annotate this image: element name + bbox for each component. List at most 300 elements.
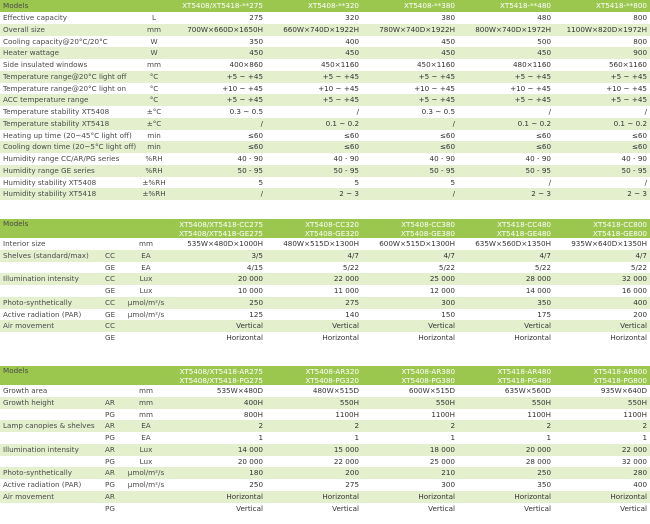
row-label: [0, 332, 102, 344]
row-series: GE: [105, 309, 116, 319]
row-unit: [122, 320, 170, 332]
row-label: Temperature range@20°C light off: [0, 71, 138, 83]
cell-value: 900: [554, 47, 650, 59]
row-unit: min: [138, 141, 170, 153]
header-model-line1: XT5408/XT5418-AR275: [179, 366, 264, 376]
spec-table-general: [0, 0, 650, 200]
header-model-names: [266, 366, 362, 385]
table-row: [0, 397, 650, 409]
cell-value: +5 ~ +45: [362, 71, 458, 83]
cell-value: ≤60: [266, 141, 362, 153]
row-unit: mm: [122, 397, 170, 409]
row-label: Active radiation (PAR): [3, 309, 82, 319]
cell-value: 0.1 ~ 0.2: [458, 118, 554, 130]
table-row: [0, 297, 650, 309]
cell-value: 660W×740D×1922H: [266, 24, 362, 36]
cell-value: +5 ~ +45: [170, 94, 266, 106]
cell-value: 2: [362, 420, 458, 432]
row-unit: %RH: [138, 165, 170, 177]
cell-value: ≤60: [535, 130, 552, 140]
cell-value: 350: [537, 480, 552, 489]
row-series: AR: [102, 444, 122, 456]
cell-value: Horizontal: [554, 491, 650, 503]
row-unit: mm: [138, 24, 170, 36]
cell-value: 800H: [243, 409, 264, 419]
table-row: [0, 188, 650, 200]
cell-value: 5/22: [438, 262, 456, 272]
cell-value: Horizontal: [458, 491, 554, 503]
cell-value: 600W×515D×1300H: [379, 239, 456, 248]
header-model-names: [170, 366, 266, 385]
cell-value: Horizontal: [266, 491, 362, 503]
cell-value: 5/22: [342, 262, 360, 272]
cell-value: 0.3 ~ 0.5: [421, 107, 456, 116]
cell-value: /: [362, 188, 458, 200]
header-model-line2: XT5408-PG380: [401, 375, 456, 385]
table-header-row: [0, 0, 650, 12]
table-row: [0, 238, 650, 250]
row-label: Temperature stability XT5408: [3, 107, 110, 116]
cell-value: 250: [249, 480, 264, 489]
cell-value: 40 - 90: [237, 154, 264, 163]
row-unit: EA: [122, 420, 170, 432]
row-label: Heating up time (20~45°C light off): [3, 130, 132, 140]
row-unit: Lux: [122, 444, 170, 456]
cell-value: 210: [362, 467, 458, 479]
table-row: [0, 420, 650, 432]
cell-value: ≤60: [458, 141, 554, 153]
table-row: [0, 141, 650, 153]
header-model-name: XT5418-**800: [554, 0, 650, 12]
table-row: [0, 456, 650, 468]
row-label: Humidity range GE series: [0, 165, 138, 177]
header-model-line1: XT5408/XT5418-CC275: [179, 219, 264, 229]
row-label: Humidity range CC/AR/PG series: [3, 154, 120, 163]
cell-value: 2 ~ 3: [458, 188, 554, 200]
row-label: Lamp canopies & shelves: [0, 420, 102, 432]
row-unit: mm: [139, 386, 154, 395]
row-series: PG: [105, 409, 115, 419]
cell-value: 275: [249, 13, 264, 22]
cell-value: +5 ~ +45: [362, 94, 458, 106]
cell-value: 450: [266, 47, 362, 59]
header-model-name: XT5408/XT5418-**275: [170, 0, 266, 12]
cell-value: 22 000: [333, 456, 360, 466]
row-label: Temperature range@20°C light on: [3, 83, 127, 93]
row-label: [0, 503, 102, 515]
cell-value: 5/22: [534, 262, 552, 272]
cell-value: Horizontal: [362, 491, 458, 503]
cell-value: 5/22: [630, 262, 648, 272]
row-unit: EA: [122, 250, 170, 262]
row-unit: W: [150, 36, 158, 46]
header-model-line1: XT5418-AR800: [593, 366, 648, 376]
row-label: Active radiation (PAR): [3, 480, 82, 489]
cell-value: Vertical: [362, 320, 458, 332]
header-model-line1: XT5408-AR320: [305, 366, 360, 376]
cell-value: 800: [633, 13, 648, 22]
table-row: [0, 491, 650, 503]
header-model-names: [458, 366, 554, 385]
cell-value: 28 000: [458, 273, 554, 285]
header-model-line2: XT5408-GE380: [400, 228, 456, 238]
row-series: CC: [102, 250, 122, 262]
cell-value: 535W×480D: [216, 386, 264, 395]
cell-value: 20 000: [170, 273, 266, 285]
header-models-label: Models: [0, 0, 170, 12]
cell-value: 320: [345, 13, 360, 22]
row-series: AR: [102, 420, 122, 432]
cell-value: 560×1160: [608, 60, 648, 69]
header-model-line1: XT5418-AR480: [497, 366, 552, 376]
header-model-line2: XT5418-GE800: [592, 228, 648, 238]
row-label: ACC temperature range: [0, 94, 138, 106]
cell-value: 5: [450, 177, 456, 187]
table-header-row: [0, 219, 650, 238]
table-row: [0, 262, 650, 274]
cell-value: 2: [266, 420, 362, 432]
cell-value: 4/7: [554, 250, 650, 262]
cell-value: 1100W×820D×1972H: [554, 24, 650, 36]
cell-value: Vertical: [332, 503, 360, 513]
table-row: [0, 36, 650, 48]
cell-value: 150: [441, 309, 456, 319]
cell-value: 450: [362, 47, 458, 59]
row-unit: EA: [141, 433, 151, 442]
row-label: Photo-synthetically: [0, 297, 102, 309]
row-label: Growth area: [3, 386, 48, 395]
cell-value: 50 - 95: [458, 165, 554, 177]
table-row: [0, 409, 650, 421]
cell-value: 350: [249, 36, 264, 46]
cell-value: 935W×640D: [600, 386, 648, 395]
cell-value: 28 000: [525, 456, 552, 466]
cell-value: 125: [249, 309, 264, 319]
table-row: [0, 47, 650, 59]
cell-value: ≤60: [554, 141, 650, 153]
cell-value: 22 000: [266, 273, 362, 285]
cell-value: 800: [633, 36, 648, 46]
row-series: CC: [102, 297, 122, 309]
row-series: GE: [105, 333, 116, 342]
cell-value: 450: [170, 47, 266, 59]
row-label: Photo-synthetically: [0, 467, 102, 479]
cell-value: 400: [554, 297, 650, 309]
cell-value: 635W×560D: [504, 386, 552, 395]
cell-value: Horizontal: [226, 333, 264, 342]
cell-value: 40 - 90: [525, 154, 552, 163]
row-label: Air movement: [0, 491, 102, 503]
row-unit: µmol/m²/s: [127, 309, 165, 319]
cell-value: 2: [458, 420, 554, 432]
cell-value: 1: [642, 433, 648, 442]
cell-value: 25 000: [429, 456, 456, 466]
row-unit: µmol/m²/s: [122, 467, 170, 479]
row-unit: µmol/m²/s: [127, 480, 165, 489]
cell-value: /: [644, 107, 648, 116]
header-model-name: XT5408-**320: [266, 0, 362, 12]
cell-value: Vertical: [524, 503, 552, 513]
header-model-line2: XT5408/XT5418-PG275: [179, 375, 264, 385]
cell-value: 50 - 95: [554, 165, 650, 177]
row-label: Effective capacity: [3, 13, 67, 22]
cell-value: 50 - 95: [170, 165, 266, 177]
header-model-line1: XT5418-CC480: [497, 219, 552, 229]
cell-value: +5 ~ +45: [170, 71, 266, 83]
row-label: Shelves (standard/max): [0, 250, 102, 262]
header-model-line1: XT5418-CC800: [593, 219, 648, 229]
cell-value: 480W×515D: [312, 386, 360, 395]
cell-value: 1100H: [527, 409, 552, 419]
header-model-line2: XT5418-GE480: [496, 228, 552, 238]
cell-value: 400×860: [229, 60, 264, 69]
table-row: [0, 467, 650, 479]
row-label: Heater wattage: [0, 47, 138, 59]
row-unit: mm: [147, 60, 162, 69]
row-unit: Lux: [122, 273, 170, 285]
cell-value: 275: [266, 297, 362, 309]
cell-value: 10 000: [237, 286, 264, 295]
row-unit: EA: [141, 262, 151, 272]
header-model-names: [458, 219, 554, 238]
table-row: [0, 130, 650, 142]
cell-value: 450: [441, 36, 456, 46]
row-label: Temperature stability XT5418: [0, 118, 138, 130]
cell-value: 600W×515D: [408, 386, 456, 395]
cell-value: ≤60: [170, 141, 266, 153]
cell-value: 20 000: [237, 456, 264, 466]
header-model-line1: XT5408-AR380: [401, 366, 456, 376]
cell-value: 15 000: [266, 444, 362, 456]
cell-value: 450×1160: [320, 60, 360, 69]
table-row: [0, 250, 650, 262]
table-row: [0, 71, 650, 83]
header-model-names: [362, 219, 458, 238]
row-series: PG: [105, 503, 115, 513]
table-row: [0, 83, 650, 95]
row-unit: L: [152, 13, 157, 22]
row-label: [0, 432, 102, 444]
cell-value: 200: [266, 467, 362, 479]
header-model-names: [554, 366, 650, 385]
row-label: Illumination intensity: [0, 444, 102, 456]
row-series: PG: [105, 433, 115, 442]
cell-value: 2 ~ 3: [554, 188, 650, 200]
cell-value: 250: [458, 467, 554, 479]
row-unit: ±°C: [138, 118, 170, 130]
table-row: [0, 332, 650, 344]
table-row: [0, 118, 650, 130]
cell-value: 1100H: [335, 409, 360, 419]
cell-value: +10 ~ +45: [606, 83, 648, 93]
cell-value: 3/5: [170, 250, 266, 262]
spec-table-cc-ge: [0, 219, 650, 344]
cell-value: 50 - 95: [266, 165, 362, 177]
header-model-line2: XT5408-GE320: [304, 228, 360, 238]
cell-value: 0.3 ~ 0.5: [229, 107, 264, 116]
row-unit: Lux: [139, 456, 153, 466]
cell-value: Horizontal: [610, 333, 648, 342]
row-label: Cooling capacity@20°C/20°C: [3, 36, 108, 46]
cell-value: 1100H: [431, 409, 456, 419]
cell-value: 12 000: [429, 286, 456, 295]
cell-value: 0.1 ~ 0.2: [266, 118, 362, 130]
cell-value: 535W×480D×1000H: [187, 239, 264, 248]
row-label: Cooling down time (20~5°C light off): [0, 141, 138, 153]
row-series: PG: [105, 456, 115, 466]
cell-value: 500: [537, 36, 552, 46]
cell-value: 275: [345, 480, 360, 489]
cell-value: 140: [345, 309, 360, 319]
cell-value: ≤60: [362, 141, 458, 153]
spec-table-ar-pg: [0, 366, 650, 514]
cell-value: 400H: [170, 397, 266, 409]
cell-value: 14 000: [525, 286, 552, 295]
table-row: [0, 385, 650, 397]
cell-value: ≤60: [343, 130, 360, 140]
row-unit: °C: [138, 94, 170, 106]
cell-value: +10 ~ +45: [222, 83, 264, 93]
cell-value: 550H: [362, 397, 458, 409]
table-row: [0, 432, 650, 444]
row-unit: W: [138, 47, 170, 59]
row-unit: °C: [149, 83, 159, 93]
cell-value: 4/7: [458, 250, 554, 262]
header-model-line1: XT5408-CC380: [401, 219, 456, 229]
cell-value: 200: [633, 309, 648, 319]
cell-value: 2: [554, 420, 650, 432]
cell-value: /: [170, 118, 266, 130]
table-row: [0, 94, 650, 106]
table-row: [0, 320, 650, 332]
cell-value: 1: [450, 433, 456, 442]
cell-value: 800W×740D×1972H: [458, 24, 554, 36]
row-series: CC: [102, 320, 122, 332]
cell-value: 40 - 90: [429, 154, 456, 163]
cell-value: +5 ~ +45: [554, 94, 650, 106]
cell-value: Vertical: [554, 320, 650, 332]
cell-value: 11 000: [333, 286, 360, 295]
cell-value: 25 000: [362, 273, 458, 285]
row-label: Growth height: [0, 397, 102, 409]
cell-value: 400: [345, 36, 360, 46]
cell-value: 175: [537, 309, 552, 319]
table-row: [0, 479, 650, 491]
cell-value: 550H: [458, 397, 554, 409]
header-model-name: XT5408-**380: [362, 0, 458, 12]
cell-value: 550H: [266, 397, 362, 409]
header-model-line2: XT5408/XT5418-GE275: [178, 228, 264, 238]
cell-value: /: [548, 177, 552, 187]
table-row: [0, 106, 650, 118]
row-label: [0, 409, 102, 421]
row-label: [0, 262, 102, 274]
table-row: [0, 177, 650, 189]
cell-value: 4/7: [266, 250, 362, 262]
cell-value: Vertical: [428, 503, 456, 513]
row-unit: ±%RH: [138, 188, 170, 200]
cell-value: 5: [258, 177, 264, 187]
cell-value: /: [362, 118, 458, 130]
row-unit: ±°C: [146, 107, 162, 116]
cell-value: Vertical: [170, 320, 266, 332]
row-series: AR: [102, 491, 122, 503]
table-row: [0, 165, 650, 177]
row-series: AR: [102, 397, 122, 409]
row-unit: min: [147, 130, 161, 140]
cell-value: 480: [537, 13, 552, 22]
table-header-row: [0, 366, 650, 385]
row-label: Side insulated windows: [3, 60, 88, 69]
row-series: GE: [105, 262, 116, 272]
cell-value: 1100H: [623, 409, 648, 419]
cell-value: +5 ~ +45: [458, 71, 554, 83]
cell-value: Horizontal: [418, 333, 456, 342]
cell-value: Horizontal: [322, 333, 360, 342]
row-label: [0, 456, 102, 468]
header-model-names: [362, 366, 458, 385]
cell-value: /: [170, 188, 266, 200]
row-series: GE: [105, 286, 116, 295]
cell-value: Horizontal: [170, 491, 266, 503]
row-label: Humidity stability XT5418: [0, 188, 138, 200]
row-unit: [122, 503, 170, 515]
cell-value: /: [548, 107, 552, 116]
cell-value: 40 - 90: [333, 154, 360, 163]
cell-value: 480×1160: [512, 60, 552, 69]
row-series: AR: [102, 467, 122, 479]
row-unit: mm: [139, 409, 154, 419]
cell-value: 250: [170, 297, 266, 309]
cell-value: 380: [441, 13, 456, 22]
cell-value: 50 - 95: [362, 165, 458, 177]
cell-value: Vertical: [620, 503, 648, 513]
row-unit: °C: [138, 71, 170, 83]
header-model-names: [170, 219, 266, 238]
cell-value: +10 ~ +45: [414, 83, 456, 93]
cell-value: 550H: [554, 397, 650, 409]
cell-value: +10 ~ +45: [510, 83, 552, 93]
cell-value: Vertical: [458, 320, 554, 332]
row-label: Illumination intensity: [0, 273, 102, 285]
cell-value: /: [644, 177, 648, 187]
cell-value: 16 000: [621, 286, 648, 295]
cell-value: 0.1 ~ 0.2: [554, 118, 650, 130]
row-unit: Lux: [139, 286, 153, 295]
row-label: Humidity stability XT5408: [3, 177, 97, 187]
row-unit: mm: [139, 239, 154, 248]
cell-value: Vertical: [236, 503, 264, 513]
cell-value: ≤60: [247, 130, 264, 140]
header-models-label: Models: [0, 219, 170, 238]
cell-value: ≤60: [439, 130, 456, 140]
row-label: [0, 285, 102, 297]
cell-value: 450×1160: [416, 60, 456, 69]
cell-value: +5 ~ +45: [266, 94, 362, 106]
cell-value: 22 000: [554, 444, 650, 456]
cell-value: Vertical: [266, 320, 362, 332]
cell-value: 300: [362, 297, 458, 309]
cell-value: 40 - 90: [621, 154, 648, 163]
cell-value: 2 ~ 3: [266, 188, 362, 200]
cell-value: Horizontal: [514, 333, 552, 342]
table-row: [0, 153, 650, 165]
cell-value: +5 ~ +45: [266, 71, 362, 83]
header-model-line2: XT5418-PG480: [497, 375, 552, 385]
cell-value: ≤60: [631, 130, 648, 140]
cell-value: 480W×515D×1300H: [283, 239, 360, 248]
cell-value: 2: [170, 420, 266, 432]
